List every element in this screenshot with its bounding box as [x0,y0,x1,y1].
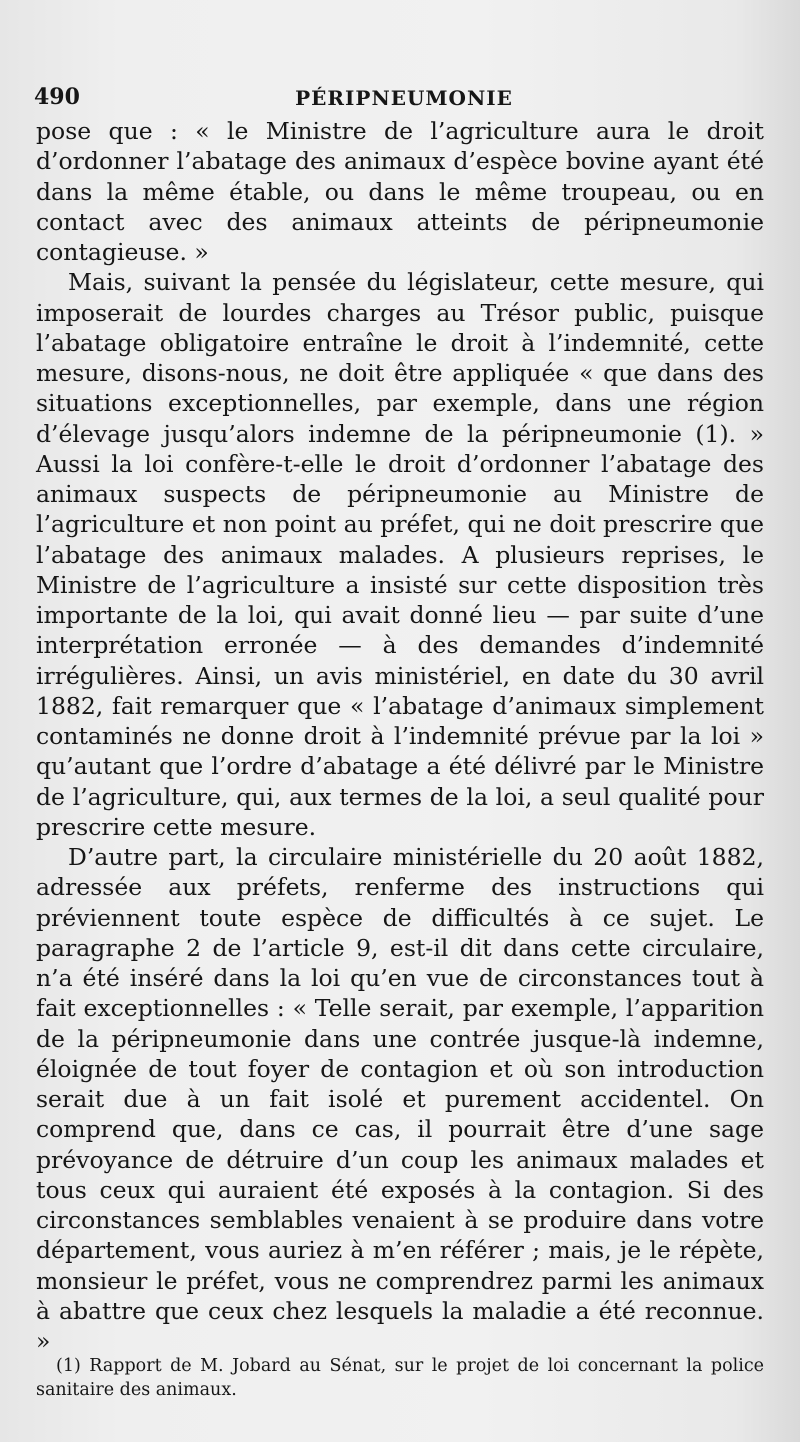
footnote-text: (1) Rapport de M. Jobard au Sénat, sur le projet de loi concernant la police sanitaire des animaux. [36,1356,764,1400]
page-number: 490 [34,84,80,110]
paragraph: Mais, suivant la pensée du législateur, cette mesure, qui imposerait de lourdes charges au Trésor public, puisque l’abatage obligatoire entraîne le droit à l’indemnité, cette mesure, disons-nous, ne doit être appliquée « que dans des situations exceptionnelles, par exemple, dans une région d’élevage jusqu’alors indemne de la péripneumonie (1). » Aussi la loi confère-t-elle le droit d’ordonner l’abatage des animaux suspects de péripneumonie au Ministre de l’agriculture et non point au préfet, qui ne doit prescrire que l’abatage des animaux malades. A plusieurs reprises, le Ministre de l’agriculture a insisté sur cette disposition très importante de la loi, qui avait donné lieu — par suite d’une interprétation erronée — à des demandes d’indemnité irrégulières. Ainsi, un avis ministériel, en date du 30 avril 1882, fait remarquer que « l’abatage d’animaux simplement contaminés ne donne droit à l’indemnité prévue par la loi » qu’autant que l’ordre d’abatage a été délivré par le Ministre de l’agriculture, qui, aux termes de la loi, a seul qualité pour prescrire cette mesure. [36,268,764,841]
body-text [36,116,764,1356]
footnote [36,1354,764,1402]
page-header [34,84,774,114]
running-title: PÉRIPNEUMONIE [295,86,513,110]
paragraph: D’autre part, la circulaire ministérielle du 20 août 1882, adressée aux préfets, renferme des instructions qui préviennent toute espèce de difficultés à ce sujet. Le paragraphe 2 de l’article 9, est-il dit dans cette circulaire, n’a été inséré dans la loi qu’en vue de circonstances tout à fait exceptionnelles : « Telle serait, par exemple, l’apparition de la péripneumonie dans une contrée jusque-là indemne, éloignée de tout foyer de contagion et où son introduction serait due à un fait isolé et purement accidentel. On comprend que, dans ce cas, il pourrait être d’une sage prévoyance de détruire d’un coup les animaux malades et tous ceux qui auraient été exposés à la contagion. Si des circonstances semblables venaient à se produire dans votre département, vous auriez à m’en référer ; mais, je le répète, monsieur le préfet, vous ne comprendrez parmi les animaux à abattre que ceux chez lesquels la maladie a été reconnue. » [36,843,764,1355]
paragraph-continuation: pose que : « le Ministre de l’agriculture aura le droit d’ordonner l’abatage des animaux d’espèce bovine ayant été dans la même étable, ou dans le même troupeau, ou en contact avec des animaux atteints de péripneumonie contagieuse. » [36,117,764,266]
